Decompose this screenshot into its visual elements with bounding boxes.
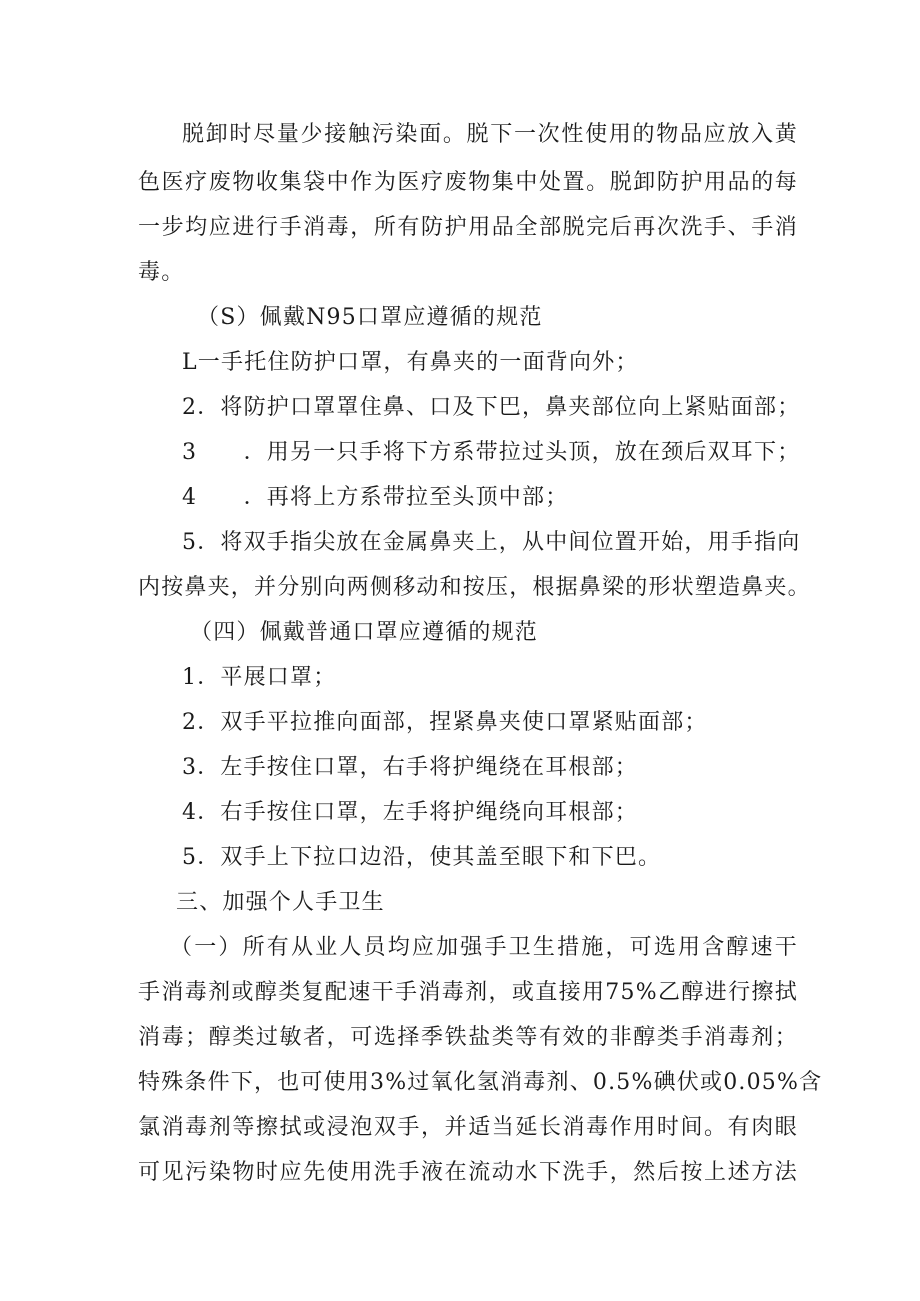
list-item: 5．将双手指尖放在金属鼻夹上，从中间位置开始，用手指向 — [182, 530, 801, 555]
paragraph-line: 内按鼻夹，并分别向两侧移动和按压，根据鼻梁的形状塑造鼻夹。 — [138, 575, 811, 600]
paragraph-line: 手消毒剂或醇类复配速干手消毒剂，或直接用75%乙醇进行擦拭 — [138, 980, 798, 1005]
section-heading: （四）佩戴普通口罩应遵循的规范 — [190, 620, 539, 645]
paragraph-line: （一）所有从业人员均应加强手卫生措施，可选用含醇速干 — [170, 935, 798, 960]
list-item: 1．平展口罩； — [182, 665, 337, 690]
section-heading: （S）佩戴N95口罩应遵循的规范 — [197, 305, 543, 330]
paragraph-line: 氯消毒剂等擦拭或浸泡双手，并适当延长消毒作用时间。有肉眼 — [138, 1115, 798, 1140]
list-item: 2．将防护口罩罩住鼻、口及下巴，鼻夹部位向上紧贴面部； — [182, 395, 801, 420]
section-heading: 三、加强个人手卫生 — [176, 890, 385, 915]
list-item: 4 ．再将上方系带拉至头顶中部； — [182, 485, 569, 510]
list-item: 4．右手按住口罩，左手将护绳绕向耳根部； — [182, 800, 638, 825]
paragraph-line: 色医疗废物收集袋中作为医疗废物集中处置。脱卸防护用品的每 — [138, 170, 798, 195]
list-item: L一手托住防护口罩，有鼻夹的一面背向外； — [182, 350, 639, 375]
paragraph-line: 消毒；醇类过敏者，可选择季铁盐类等有效的非醇类手消毒剂； — [138, 1025, 798, 1050]
paragraph-line: 脱卸时尽量少接触污染面。脱下一次性使用的物品应放入黄 — [182, 122, 798, 147]
paragraph-line: 毒。 — [138, 260, 185, 285]
list-item: 2．双手平拉推向面部，捏紧鼻夹使口罩紧贴面部； — [182, 710, 708, 735]
list-item: 3．左手按住口罩，右手将护绳绕在耳根部； — [182, 755, 638, 780]
paragraph-line: 一步均应进行手消毒，所有防护用品全部脱完后再次洗手、手消 — [138, 215, 798, 240]
paragraph-line: 可见污染物时应先使用洗手液在流动水下洗手，然后按上述方法 — [138, 1160, 798, 1185]
list-item: 5．双手上下拉口边沿，使其盖至眼下和下巴。 — [182, 845, 662, 870]
paragraph-line: 特殊条件下，也可使用3%过氧化氢消毒剂、0.5%碘伏或0.05%含 — [138, 1070, 823, 1095]
list-item: 3 ．用另一只手将下方系带拉过头顶，放在颈后双耳下； — [182, 440, 801, 465]
